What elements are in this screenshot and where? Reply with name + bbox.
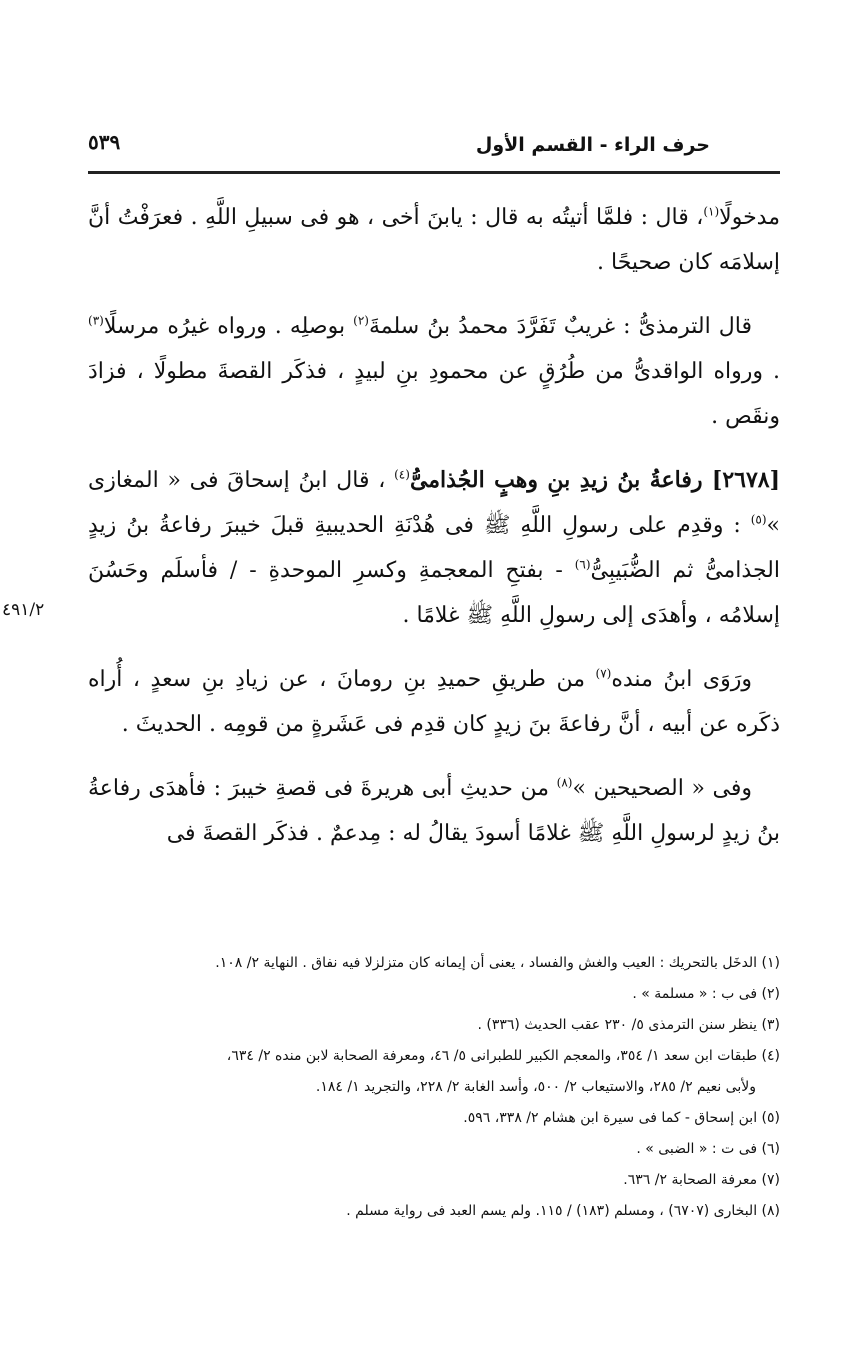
header-rule xyxy=(88,171,780,174)
footnote-ref: (٣) xyxy=(88,313,104,328)
running-title: حرف الراء - القسم الأول xyxy=(475,134,710,156)
footnote: (٧) معرفة الصحابة ٢/ ٦٣٦. xyxy=(623,1172,780,1188)
footnotes xyxy=(88,948,780,1227)
page-header xyxy=(88,128,780,168)
entry-heading: [٢٦٧٨] رفاعةُ بنُ زيدِ بنِ وهبٍ الجُذامىُّ xyxy=(409,467,780,493)
page-number: ٥٣٩ xyxy=(88,130,121,154)
footnote: (٢) فى ب : « مسلمة » . xyxy=(632,986,780,1002)
footnote-ref: (٤) xyxy=(394,467,410,482)
footnote: (٥) ابن إسحاق - كما فى سيرة ابن هشام ٢/ ٣٣٨، ٥٩٦. xyxy=(463,1110,780,1126)
footnote-continuation: ولأبى نعيم ٢/ ٢٨٥، والاستيعاب ٢/ ٥٠٠، وأسد الغابة ٢/ ٢٢٨، والتجريد ١/ ١٨٤. xyxy=(315,1079,756,1095)
entry-paragraph: [٢٦٧٨] رفاعةُ بنُ زيدِ بنِ وهبٍ الجُذامىُّ$^{(٤)}$ ، قال ابنُ إسحاقَ فى « المغازى »$^{(٥)}$ : وقدِم على رسولِ اللَّهِ ﷺ فى هُدْنَةِ الحديبيةِ قبلَ خيبرَ رفاعةُ بنُ زيدٍ الجذامىُّ ثم الضُّبَيبِىُّ$^{(٦)}$ - بفتحِ المعجمةِ وكسرِ الموحدةِ - / فأسلَم وحَسُنَ إسلامُه ، وأهدَى إلى رسولِ اللَّهِ ﷺ غلامًا . xyxy=(88,467,780,628)
paragraph: قال الترمذىُّ : غريبٌ تَفَرَّدَ محمدُ بنُ سلمةَ$^{(٢)}$ بوصلِه . ورواه غيرُه مرسلًا$^{(٣)}$ . ورواه الواقدىُّ من طُرُقٍ عن محمودِ بنِ لبيدٍ ، فذكَر القصةَ مطولًا ، فزادَ ونقَص . xyxy=(88,313,780,429)
footnote-ref: (٥) xyxy=(750,512,767,527)
margin-volume-note: ٤٩١/٢ xyxy=(2,600,45,620)
footnote: (٤) طبقات ابن سعد ١/ ٣٥٤، والمعجم الكبير للطبرانى ٥/ ٤٦، ومعرفة الصحابة لابن منده ٢/ ٦٣٤، xyxy=(226,1048,780,1064)
footnote: (٣) ينظر سنن الترمذى ٥/ ٢٣٠ عقب الحديث (٣٣٦) . xyxy=(477,1017,780,1033)
footnote: (٨) البخارى (٦٧٠٧) ، ومسلم (١٨٣) / ١١٥. ولم يسم العبد فى رواية مسلم . xyxy=(346,1203,780,1219)
footnote-ref: (٢) xyxy=(353,313,369,328)
paragraph: وفى « الصحيحين »$^{(٨)}$ من حديثِ أبى هريرةَ فى قصةِ خيبرَ : فأهدَى رفاعةُ بنُ زيدٍ لرسولِ اللَّهِ ﷺ غلامًا أسودَ يقالُ له : مِدعمٌ . فذكَر القصةَ فى xyxy=(88,775,780,846)
paragraph: مدخولًا$^{(١)}$، قال : فلمَّا أتيتُه به قال : يابنَ أخى ، هو فى سبيلِ اللَّهِ . فعرَفْتُ أنَّ إسلامَه كان صحيحًا . xyxy=(88,204,780,275)
main-text xyxy=(88,195,780,875)
footnote-ref: (٨) xyxy=(556,775,573,790)
footnote-ref: (١) xyxy=(703,204,720,219)
footnote-ref: (٧) xyxy=(595,666,612,681)
paragraph: ورَوَى ابنُ منده$^{(٧)}$ من طريقِ حميدِ بنِ رومانَ ، عن زيادِ بنِ سعدٍ ، أُراه ذكَره عن أبيه ، أنَّ رفاعةَ بنَ زيدٍ كان قدِم فى عَشَرةٍ من قومِه . الحديثَ . xyxy=(88,666,780,737)
footnote: (١) الدخَل بالتحريك : العيب والغش والفساد ، يعنى أن إيمانه كان متزلزلا فيه نفاق . النهاية ٢/ ١٠٨. xyxy=(215,955,780,971)
footnote: (٦) فى ت : « الضبى » . xyxy=(636,1141,780,1157)
footnote-ref: (٦) xyxy=(574,557,591,572)
